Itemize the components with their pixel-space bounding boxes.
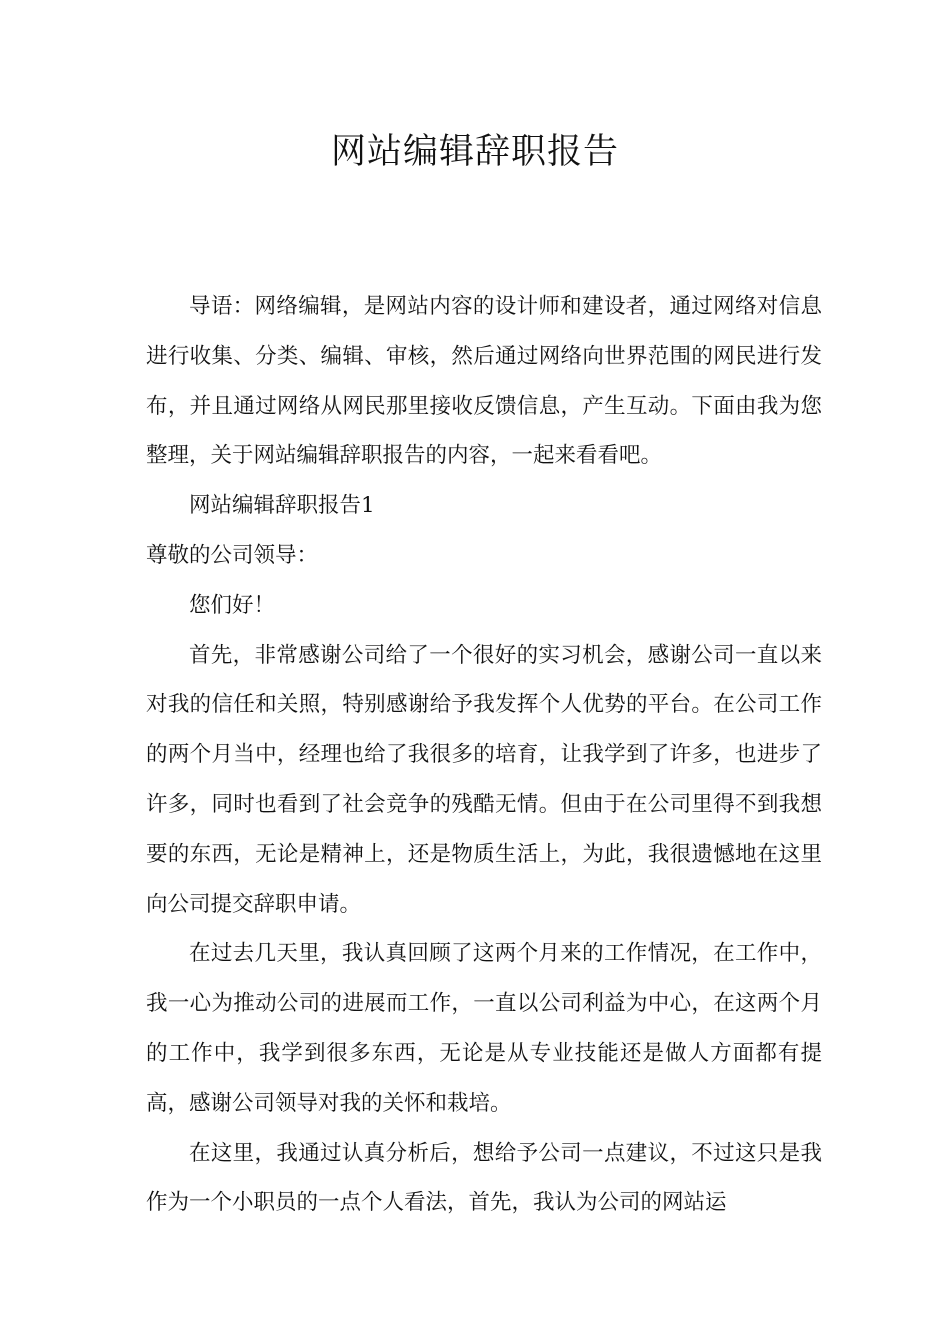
intro-paragraph: 导语：网络编辑，是网站内容的设计师和建设者，通过网络对信息进行收集、分类、编辑、审核，然后通过网络向世界范围的网民进行发布，并且通过网络从网民那里接收反馈信息，产生互动。下面由我为您整理，关于网站编辑辞职报告的内容，一起来看看吧。 <box>146 294 822 469</box>
document-title: 网站编辑辞职报告 <box>330 132 619 172</box>
salutation: 尊敬的公司领导： <box>146 542 319 568</box>
document-body <box>146 282 822 1228</box>
body-paragraph-suggestion: 在这里，我通过认真分析后，想给予公司一点建议，不过这只是我作为一个小职员的一点个人看法，首先，我认为公司的网站运 <box>146 1140 822 1216</box>
body-paragraph-review: 在过去几天里，我认真回顾了这两个月来的工作情况，在工作中，我一心为推动公司的进展而工作，一直以公司利益为中心，在这两个月的工作中，我学到很多东西，无论是从专业技能还是做人方面都有提高，感谢公司领导对我的关怀和栽培。 <box>146 941 822 1116</box>
body-paragraph-thanks: 首先，非常感谢公司给了一个很好的实习机会，感谢公司一直以来对我的信任和关照，特别感谢给予我发挥个人优势的平台。在公司工作的两个月当中，经理也给了我很多的培育，让我学到了许多，也进步了许多，同时也看到了社会竞争的残酷无情。但由于在公司里得不到我想要的东西，无论是精神上，还是物质生活上，为此，我很遗憾地在这里向公司提交辞职申请。 <box>146 642 822 917</box>
greeting: 您们好！ <box>189 592 276 618</box>
section-heading: 网站编辑辞职报告1 <box>189 493 375 519</box>
